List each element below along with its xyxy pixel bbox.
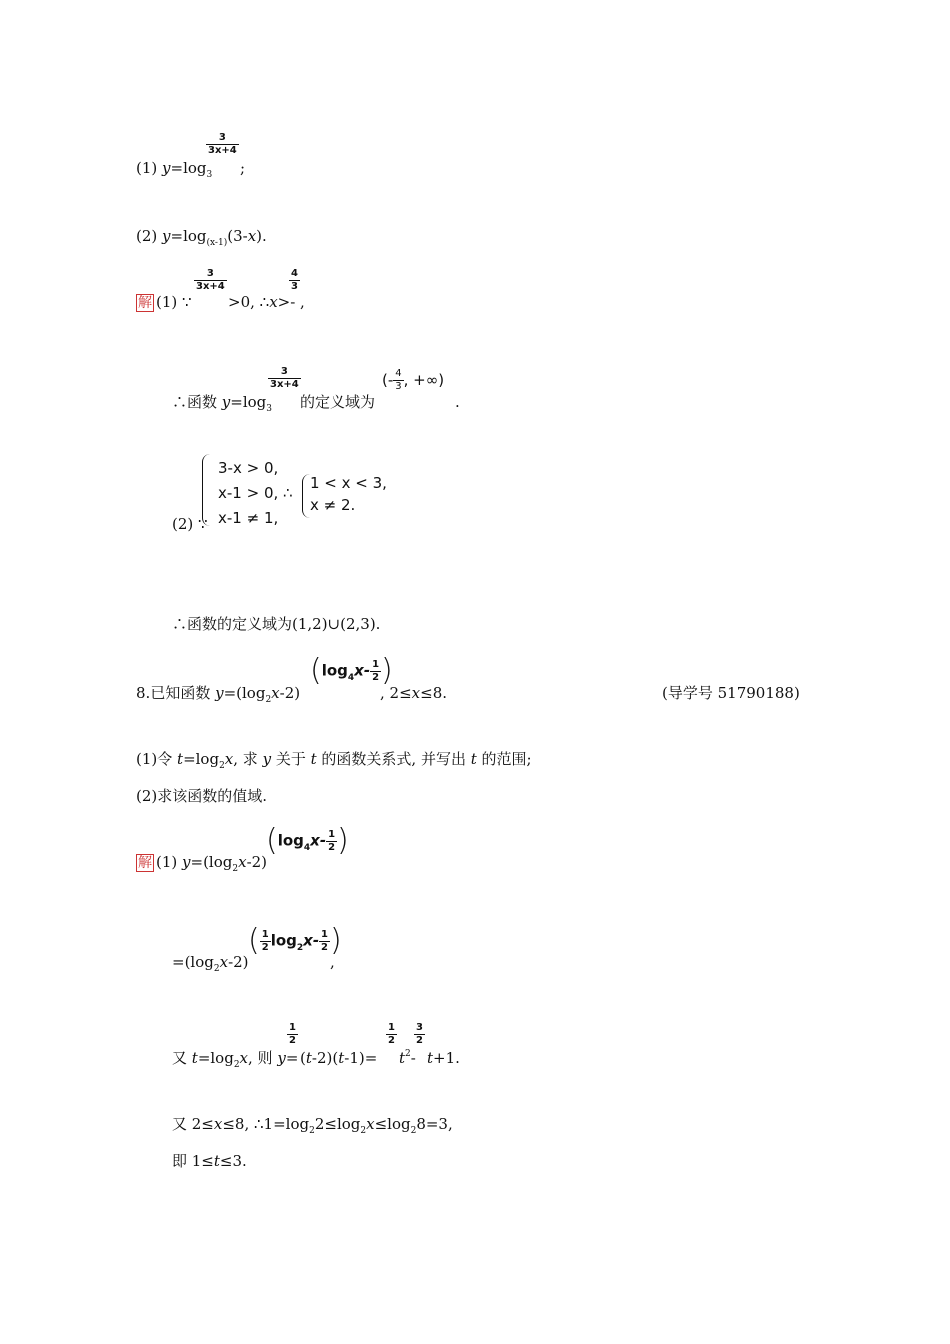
denominator: 2 xyxy=(372,671,380,683)
q8-solution-line-4 xyxy=(172,1114,453,1137)
var-x: x- xyxy=(303,931,320,950)
text: >0, ∴ xyxy=(228,293,270,311)
solution-mark: 解 xyxy=(138,295,152,311)
text: 的范围; xyxy=(476,750,532,768)
denominator: 3x+4 xyxy=(208,145,237,156)
sub-question-2: (2)求该函数的值域. xyxy=(136,787,268,805)
denominator: 2 xyxy=(416,1035,423,1046)
fraction xyxy=(370,659,381,684)
text: ≤log xyxy=(374,1115,411,1133)
q8-solution-line-2 xyxy=(172,952,249,975)
denominator: 2 xyxy=(289,1035,296,1046)
log-text: =(log xyxy=(190,853,233,871)
log-base: 3 xyxy=(206,170,213,180)
numerator: 3 xyxy=(280,366,288,377)
text: , 2≤ xyxy=(380,684,412,702)
q8-solution-line-3 xyxy=(172,1048,298,1071)
text: ≤3. xyxy=(219,1152,247,1170)
solution-1-cont xyxy=(228,292,295,312)
var-x: x xyxy=(219,953,229,971)
problem-2-line xyxy=(136,226,267,249)
text: -2) xyxy=(279,684,301,702)
log-base: 2 xyxy=(296,942,304,953)
text: (1)令 xyxy=(136,750,178,768)
condition: 1 < x < 3, xyxy=(310,474,387,492)
paren-expression xyxy=(310,653,393,688)
log-base: 2 xyxy=(265,695,272,705)
numerator: 4 xyxy=(291,268,298,279)
interval xyxy=(382,368,444,393)
fraction xyxy=(326,829,337,854)
numerator: 3 xyxy=(218,132,226,143)
text: 2≤log xyxy=(314,1115,361,1133)
var-y: y xyxy=(162,227,171,245)
log-base: 4 xyxy=(303,842,311,853)
log-text: =log xyxy=(230,393,267,411)
text: -1)= xyxy=(344,1049,378,1067)
fraction xyxy=(194,268,227,293)
var-x: x xyxy=(269,293,278,311)
numerator: 3 xyxy=(206,268,214,279)
exponent: 2 xyxy=(405,1049,411,1059)
numerator: 3 xyxy=(416,1022,423,1033)
var-t: t xyxy=(427,1049,434,1067)
text: = xyxy=(285,1049,299,1067)
line-end: , xyxy=(330,953,335,971)
text: 又 2≤ xyxy=(172,1115,214,1133)
text: -2)( xyxy=(311,1049,339,1067)
log-text: =log xyxy=(170,227,207,245)
solution-mark: 解 xyxy=(138,855,152,871)
left-paren: ( xyxy=(310,653,322,688)
condition: x-1 > 0, ∴ xyxy=(218,484,293,502)
var-t: t xyxy=(399,1049,406,1067)
sub-question-1 xyxy=(136,749,532,772)
system-1 xyxy=(218,456,293,531)
log-text: log xyxy=(321,661,348,680)
line-end: ; xyxy=(240,159,246,177)
text: ≤8. xyxy=(420,684,448,702)
fraction xyxy=(414,1022,425,1047)
log-text: =(log xyxy=(223,684,266,702)
text: , +∞) xyxy=(403,371,445,389)
var-x: x xyxy=(366,1115,375,1133)
var-t: t xyxy=(305,1049,312,1067)
fraction xyxy=(289,268,300,293)
log-arg: (3- xyxy=(227,227,248,245)
log-base: 3 xyxy=(266,404,272,414)
line-end: , xyxy=(300,293,305,311)
text: , 则 xyxy=(248,1049,278,1067)
var-x: x xyxy=(224,750,234,768)
denominator: 2 xyxy=(388,1035,395,1046)
paren-expression xyxy=(248,923,342,958)
text: (1) xyxy=(156,853,183,871)
question-8-cont xyxy=(380,683,447,703)
text: +1. xyxy=(433,1049,460,1067)
var-y: y xyxy=(182,853,191,871)
log-text: log xyxy=(270,931,297,950)
var-x: x xyxy=(238,853,247,871)
q8-solution-line-3-tail xyxy=(399,1048,416,1071)
label: (1) xyxy=(136,159,163,177)
text: , 求 xyxy=(233,750,263,768)
var-t: t xyxy=(338,1049,345,1067)
text: 又 xyxy=(172,1049,192,1067)
line-end: ). xyxy=(256,227,267,245)
log-text: log xyxy=(277,831,304,850)
log-base: 4 xyxy=(347,672,355,683)
right-paren: ) xyxy=(330,923,342,958)
numerator: 1 xyxy=(372,658,380,670)
log-base: 2 xyxy=(360,1126,367,1136)
var-t: t xyxy=(470,750,477,768)
var-x: x xyxy=(247,227,257,245)
var-x: x- xyxy=(310,831,327,850)
log-base: 2 xyxy=(410,1126,417,1136)
fraction xyxy=(260,929,271,954)
condition: 3-x > 0, xyxy=(218,459,279,477)
fraction xyxy=(319,929,330,954)
left-paren: ( xyxy=(266,823,278,858)
log-text: =log xyxy=(183,750,220,768)
reference-number: (导学号 51790188) xyxy=(662,684,800,702)
log-base: (x-1) xyxy=(206,238,228,248)
solution-1-line xyxy=(136,292,192,312)
fraction xyxy=(393,368,403,393)
right-paren: ) xyxy=(381,653,393,688)
q8-solution-line-5 xyxy=(172,1151,247,1171)
var-x: x xyxy=(271,684,280,702)
text: ( xyxy=(300,1049,306,1067)
text: ∴函数 xyxy=(172,393,222,411)
log-text: =(log xyxy=(172,953,214,971)
denominator: 3x+4 xyxy=(270,379,299,390)
text: >- xyxy=(277,293,296,311)
right-paren: ) xyxy=(337,823,349,858)
denominator: 2 xyxy=(261,941,269,953)
text: -2) xyxy=(228,953,249,971)
q8-solution-line-3-end xyxy=(427,1048,460,1068)
text: - xyxy=(410,1049,416,1067)
fraction xyxy=(386,1022,397,1047)
var-x: x xyxy=(239,1049,249,1067)
log-text: =log xyxy=(197,1049,234,1067)
text: 的定义域为 xyxy=(300,393,376,411)
numerator: 1 xyxy=(388,1022,395,1033)
q8-solution-line-3-cont xyxy=(300,1048,377,1068)
var-y: y xyxy=(215,684,224,702)
numerator: 1 xyxy=(289,1022,296,1033)
q8-solution-line-1 xyxy=(136,852,267,875)
fraction xyxy=(287,1022,298,1047)
text: 关于 xyxy=(271,750,311,768)
var-t: t xyxy=(177,750,184,768)
numerator: 1 xyxy=(321,928,329,940)
log-base: 2 xyxy=(213,964,220,974)
text: (1) ∵ xyxy=(156,293,192,311)
text: 的函数关系式, 并写出 xyxy=(316,750,471,768)
solution-2-label: (2) ∵ xyxy=(172,515,208,533)
log-base: 2 xyxy=(232,864,239,874)
text: 已知函数 xyxy=(150,684,216,702)
paren-expression xyxy=(266,823,349,858)
denominator: 3 xyxy=(395,381,402,392)
numerator: 4 xyxy=(395,368,402,379)
condition: x ≠ 2. xyxy=(310,496,356,514)
numerator: 1 xyxy=(328,828,336,840)
denominator: 3 xyxy=(291,281,298,292)
var-y: y xyxy=(162,159,171,177)
log-base: 2 xyxy=(219,761,225,771)
var-y: y xyxy=(262,750,272,768)
denominator: 3x+4 xyxy=(196,281,225,292)
text: 8=3, xyxy=(416,1115,453,1133)
solution-2-result: ∴函数的定义域为(1,2)∪(2,3). xyxy=(172,615,381,633)
var-t: t xyxy=(213,1152,220,1170)
line-end: . xyxy=(455,393,460,411)
question-number: 8. xyxy=(136,684,151,702)
log-text: =log xyxy=(170,159,207,177)
system-2 xyxy=(310,472,387,516)
var-t: t xyxy=(191,1049,198,1067)
left-paren: ( xyxy=(248,923,260,958)
var-t: t xyxy=(310,750,317,768)
var-x: x xyxy=(411,684,421,702)
log-base: 2 xyxy=(233,1060,240,1070)
text: ≤8, ∴1=log xyxy=(222,1115,310,1133)
var-x: x- xyxy=(354,661,371,680)
fraction xyxy=(206,132,239,157)
label: (2) xyxy=(136,227,163,245)
question-8-line xyxy=(136,683,300,706)
var-y: y xyxy=(221,393,231,411)
problem-1-line xyxy=(136,158,212,181)
condition: x-1 ≠ 1, xyxy=(218,509,279,527)
solution-1-domain-line xyxy=(172,392,272,415)
log-base: 2 xyxy=(309,1126,315,1136)
text: 即 1≤ xyxy=(172,1152,214,1170)
denominator: 2 xyxy=(321,941,329,953)
denominator: 2 xyxy=(328,841,336,853)
numerator: 1 xyxy=(261,928,269,940)
text: -2) xyxy=(246,853,268,871)
var-x: x xyxy=(213,1115,223,1133)
fraction xyxy=(268,366,301,391)
var-y: y xyxy=(277,1049,286,1067)
text: (- xyxy=(382,371,394,389)
